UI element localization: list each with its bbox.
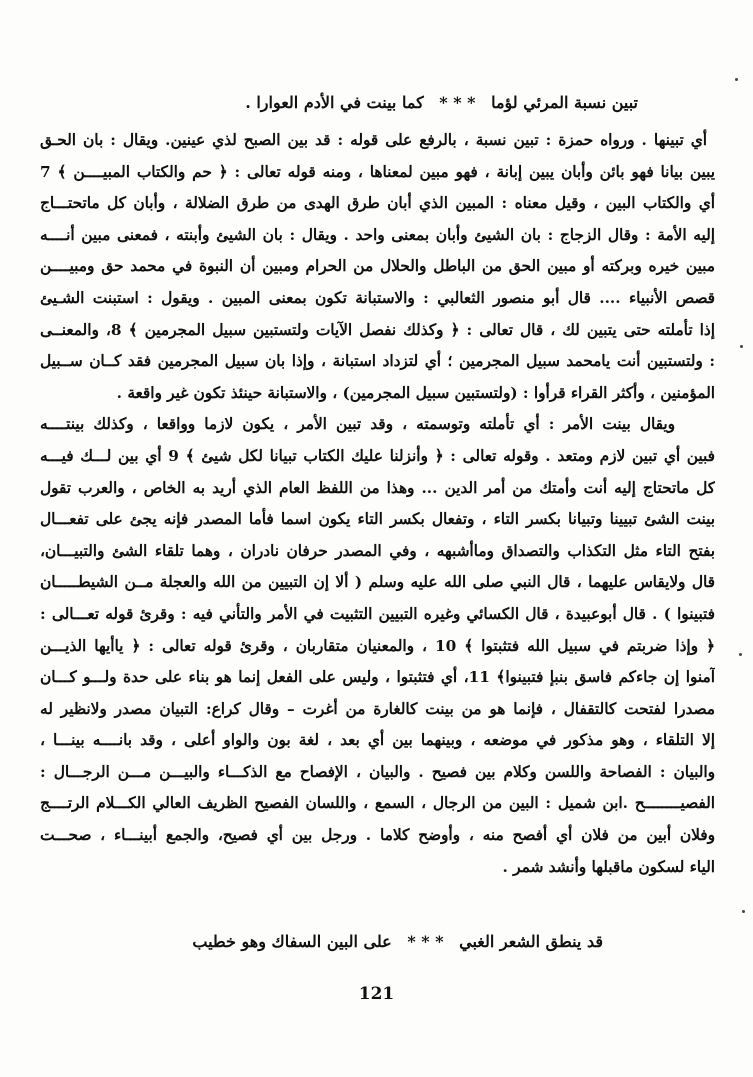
text-line: إليه الأمة : وقال الزجاج : بان الشيئ وأبان بمعنى واحد . ويقال : بان الشيئ وأبنته ، فمعنى مبين أنــــه [40,225,715,244]
text-line: فبين أي تبين لازم ومتعد . وقوله تعالى : ﴿ وأنزلنا عليك الكتاب تبيانا لكل شيئ ﴾ 9 أي بين لـــك فيـــه [40,446,715,465]
text-line: الياء لسكون ماقبلها وأنشد شمر . [502,857,715,876]
text-line: كل ماتحتاج إليه أنت وأمتك من أمر الدين ... وهذا من اللفظ العام الذي أريد به الخاص ، والعرب تقول [40,478,715,497]
text-line: ﴿ وإذا ضربتم في سبيل الله فتثبتوا ﴾ 10 ، والمعنيان متقاربان ، وقرئ قوله تعالى : ﴿ ياأيها الذيـــن [40,636,715,655]
text-line: فتبينوا ) . قال أبوعبيدة ، قال الكسائي وغيره التبيين التثبيت في الأمر والتأني فيه : وقرئ قوله تعـــالى : [40,604,715,623]
page-number: 121 [358,984,395,1004]
text-line: إذا تأملته حتى يتبين لك ، قال تعالى : ﴿ وكذلك نفصل الآيات ولتستبين سبيل المجرمين ﴾ 8، والمعنــى [40,320,715,339]
verse-top [245,93,638,113]
text-line: بفتح التاء مثل التكذاب والتصداق وماأشبهه ، وفي المصدر حرفان نادران ، وهما تلقاء الشئ والتبيـــان، [40,541,715,560]
verse-top-right-hemistich: تبين نسبة المرئي لؤما [491,93,638,112]
text-line: بينت الشئ تبيينا وتبيانا بكسر التاء ، وتفعال بكسر التاء يكون اسما فأما المصدر فإنه يجئ على تفعـــال [40,510,715,529]
text-line: إلا التلقاء ، وهو مذكور في موضعه ، وبينهما بين أي بعد ، لغة بون والواو أعلى ، وقد بانــــه بينـــا ، [40,731,715,750]
verse-bottom-separator: * * * [407,932,444,951]
text-line: أي تبينها . ورواه حمزة : تبين نسبة ، بالرفع على قوله : قد بين الصبح لذي عينين. ويقال : بان الحـق [40,131,707,149]
text-line: قصص الأنبياء .... قال أبو منصور الثعالبي : والاستبانة تكون بمعنى المبين . ويقول : استبنت الشـيئ [40,288,715,307]
text-line: قال ولايقاس عليهما ، قال النبي صلى الله عليه وسلم ( ألا إن التبيين من الله والعجلة مــن الشيطـــــان [40,573,715,592]
text-line: مبين خيره وبركته أو مبين الحق من الباطل والحلال من الحرام ومبين أن النبوة في محمد حق ومبيــــن [40,257,715,276]
text-line: يبين بيانا فهو بائن وأبان يبين إبانة ، فهو مبين لمعناها ، ومنه قوله تعالى : ﴿ حم والكتاب المبيــــن ﴾ 7 [40,162,715,181]
text-line: المؤمنين ، وأكثر القراء قرأوا : (ولتستبين سبيل المجرمين) ، والاستبانة حينئذ تكون غير واقعة . [116,383,715,402]
verse-bottom [192,932,603,952]
text-line: مصدرا لفتحت كالتقفال ، فإنما هو من بينت كالغارة من أغرت – وقال كراع: التبيان مصدر ولانظير له [40,699,715,718]
verse-top-separator: * * * [439,93,476,112]
text-line: وفلان أبين من فلان أي أفصح منه ، وأوضح كلاما . ورجل بين أي فصيح، والجمع أبينـــاء ، صحـــت [40,826,715,845]
scan-speck [735,78,738,81]
text-line: والبيان : الفصاحة واللسن وكلام بين فصيح . والبيان ، الإفصاح مع الذكـــاء والبيـــن مـــن الرجـــال : [40,762,715,781]
text-line: الفصيــــــــح .ابن شميل : البين من الرجال ، السمع ، واللسان الفصيح الظريف العالي الكـــلام الرتــــج [40,794,715,813]
text-line: أي والكتاب البين ، وقيل معناه : المبين الذي أبان طرق الهدى من طرق الضلالة ، وأبان كل ماتحتـــاج [40,194,715,213]
text-line: : ولتستبين أنت يامحمد سبيل المجرمين ؛ أي لتزداد استبانة ، وإذا بان سبيل المجرمين فقد كــان ســبيل [40,352,715,371]
scan-speck [742,910,745,913]
body-text [40,125,715,883]
verse-top-left-hemistich: كما بينت في الأدم العوارا . [245,93,424,112]
verse-bottom-left-hemistich: على البين السفاك وهو خطيب [192,932,392,951]
verse-bottom-right-hemistich: قد ينطق الشعر الغبي [459,932,603,951]
text-line: آمنوا إن جاءكم فاسق بنبإ فتبينوا﴾ 11، أي فتثبتوا ، وليس على الفعل إنما هو بناء على حدة ولـــو كـــان [40,668,715,687]
text-line: ويقال بينت الأمر : أي تأملته وتوسمته ، وقد تبين الأمر ، يكون لازما وواقعا ، وكذلك بينتــــه [40,415,675,434]
scan-speck [740,345,743,348]
scan-speck [739,653,742,656]
